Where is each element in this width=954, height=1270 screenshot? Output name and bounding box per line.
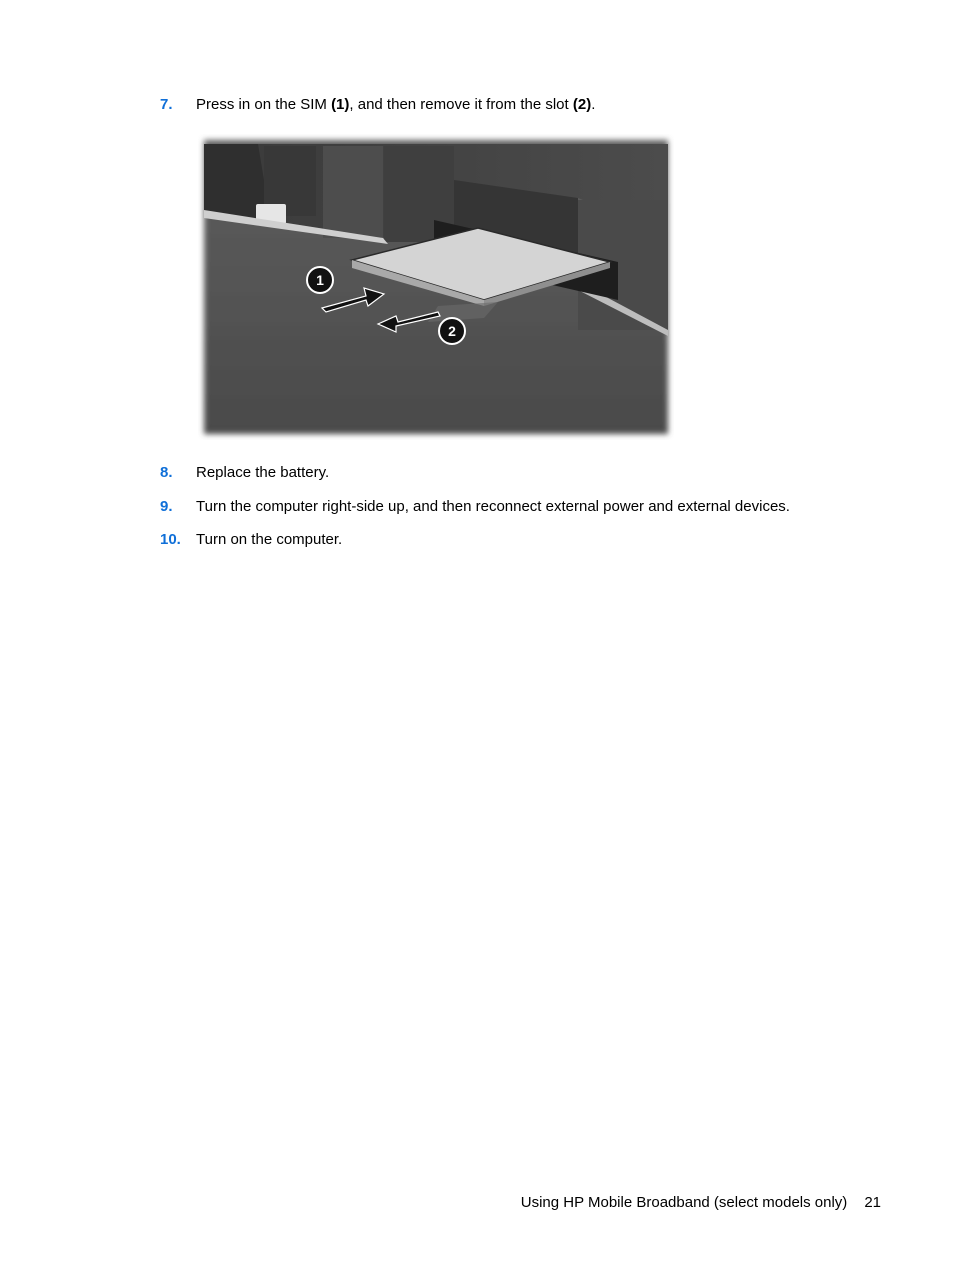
sim-removal-illustration (198, 134, 674, 440)
step-text-part: Press in on the SIM (196, 96, 332, 113)
callout-2 (439, 318, 465, 344)
callout-2-label: 2 (448, 323, 456, 339)
callout-1 (307, 267, 333, 293)
step-8 (0, 461, 954, 485)
step-text-part: . (591, 96, 596, 113)
step-number: 10. (160, 531, 181, 548)
step-text (196, 93, 595, 117)
page-footer (521, 1191, 881, 1215)
step-7 (0, 93, 954, 117)
step-number: 7. (160, 96, 173, 113)
page-number: 21 (864, 1194, 881, 1211)
step-text-part: , and then remove it from the slot (349, 96, 573, 113)
callout-reference-1: (1) (331, 96, 350, 113)
step-text: Turn the computer right-side up, and then reconnect external power and external devices. (196, 498, 790, 515)
step-text: Replace the battery. (196, 464, 330, 481)
footer-title: Using HP Mobile Broadband (select models only) (520, 1194, 848, 1211)
callout-reference-2: (2) (572, 96, 592, 113)
callout-1-label: 1 (316, 272, 324, 288)
step-number: 9. (160, 498, 173, 515)
step-number: 8. (160, 464, 173, 481)
step-text: Turn on the computer. (196, 531, 343, 548)
step-9 (0, 495, 954, 519)
step-10 (0, 528, 954, 552)
